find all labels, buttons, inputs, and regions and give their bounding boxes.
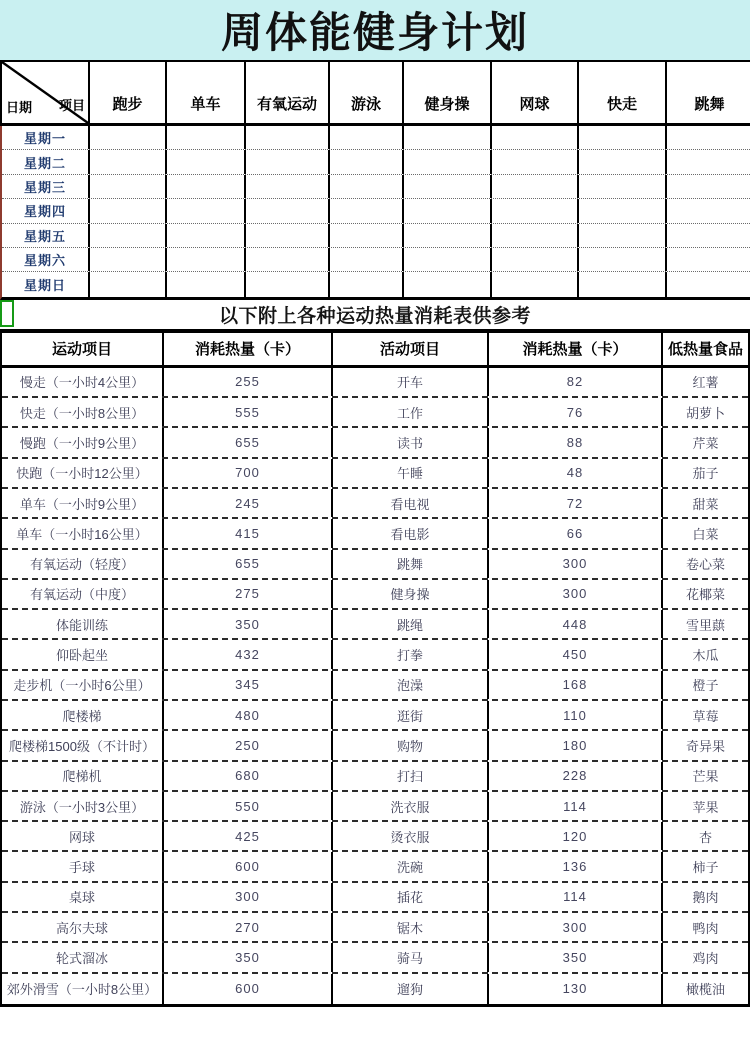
activity-item-cell: 看电影: [333, 519, 489, 547]
activity-calories-cell: 300: [489, 580, 663, 608]
activity-item-cell: 开车: [333, 368, 489, 396]
plan-cell[interactable]: [404, 199, 492, 222]
activity-calories-cell: 180: [489, 731, 663, 759]
exercise-calories-cell: 600: [164, 974, 333, 1004]
exercise-calories-cell: 700: [164, 459, 333, 487]
plan-cell[interactable]: [579, 272, 667, 296]
activity-calories-cell: 88: [489, 428, 663, 456]
ref-column-header: 运动项目: [2, 333, 164, 365]
plan-cell[interactable]: [167, 126, 246, 149]
low-calorie-food-cell: 奇异果: [685, 738, 725, 754]
weekly-day-row: [2, 248, 750, 272]
activity-item-cell: 洗衣服: [333, 792, 489, 820]
plan-cell[interactable]: [330, 150, 404, 173]
exercise-calories-cell: 425: [164, 822, 333, 850]
activity-calories-cell: 448: [489, 610, 663, 638]
weekly-column-header: 单车: [167, 62, 246, 123]
exercise-item-cell: 有氧运动（轻度）: [2, 550, 164, 578]
weekly-column-header: 快走: [579, 62, 667, 123]
activity-calories-cell: 450: [489, 640, 663, 668]
plan-cell[interactable]: [492, 248, 579, 271]
activity-calories-cell: 48: [489, 459, 663, 487]
plan-cell[interactable]: [579, 224, 667, 247]
plan-cell[interactable]: [90, 272, 167, 296]
table-row: [2, 580, 748, 610]
sheet-title: 周体能健身计划: [0, 0, 750, 60]
activity-calories-cell: 350: [489, 943, 663, 971]
exercise-item-cell: 高尔夫球: [2, 913, 164, 941]
reference-body: [2, 368, 748, 1004]
activity-calories-cell: 82: [489, 368, 663, 396]
plan-cell[interactable]: [492, 272, 579, 296]
corner-date-label: 日期: [6, 100, 33, 115]
ref-column-header: 活动项目: [333, 333, 489, 365]
table-row: [2, 913, 748, 943]
plan-cell[interactable]: [90, 175, 167, 198]
day-label-cell: [2, 224, 90, 247]
plan-cell[interactable]: [167, 272, 246, 296]
activity-calories-cell: 120: [489, 822, 663, 850]
plan-cell[interactable]: [667, 272, 750, 296]
weekly-column-header: 网球: [492, 62, 579, 123]
plan-cell[interactable]: [246, 150, 330, 173]
plan-cell[interactable]: [579, 248, 667, 271]
exercise-item-cell: 慢跑（一小时9公里）: [2, 428, 164, 456]
corner-item-label: 项目: [58, 98, 85, 113]
activity-item-cell: 泡澡: [333, 671, 489, 699]
plan-cell[interactable]: [90, 224, 167, 247]
table-row: [2, 550, 748, 580]
low-calorie-food-cell: 橄榄油: [685, 982, 725, 998]
activity-item-cell: 读书: [333, 428, 489, 456]
exercise-calories-cell: 255: [164, 368, 333, 396]
exercise-item-cell: 游泳（一小时3公里）: [2, 792, 164, 820]
exercise-calories-cell: 350: [164, 943, 333, 971]
exercise-item-cell: 爬楼梯1500级（不计时）: [2, 731, 164, 759]
plan-cell[interactable]: [246, 272, 330, 296]
low-calorie-food-cell: 鸭肉: [692, 920, 719, 936]
table-row: [2, 974, 748, 1004]
plan-cell[interactable]: [246, 248, 330, 271]
plan-cell[interactable]: [330, 224, 404, 247]
low-calorie-food-cell: 胡萝卜: [685, 405, 725, 421]
table-row: [2, 762, 748, 792]
low-calorie-food-cell: 甜菜: [692, 496, 719, 512]
plan-cell[interactable]: [167, 199, 246, 222]
exercise-item-cell: 网球: [2, 822, 164, 850]
exercise-item-cell: 单车（一小时16公里）: [2, 519, 164, 547]
plan-cell[interactable]: [167, 248, 246, 271]
date-item-corner-cell: [2, 62, 90, 123]
weekly-column-header: 跑步: [90, 62, 167, 123]
plan-cell[interactable]: [667, 126, 750, 149]
low-calorie-food-cell: 花椰菜: [685, 587, 725, 603]
exercise-item-cell: 快走（一小时8公里）: [2, 398, 164, 426]
table-row: [2, 792, 748, 822]
exercise-item-cell: 爬楼梯: [2, 701, 164, 729]
low-calorie-food-cell: 雪里蕻: [685, 617, 725, 633]
low-calorie-food-cell: 卷心菜: [685, 557, 725, 573]
exercise-calories-cell: 275: [164, 580, 333, 608]
activity-calories-cell: 136: [489, 852, 663, 880]
exercise-calories-cell: 655: [164, 550, 333, 578]
day-label-cell: [2, 175, 90, 198]
table-row: [2, 731, 748, 761]
activity-calories-cell: 300: [489, 550, 663, 578]
table-row: [2, 610, 748, 640]
day-label: 星期一: [23, 131, 66, 147]
exercise-calories-cell: 270: [164, 913, 333, 941]
table-row: [2, 943, 748, 973]
day-label: 星期三: [23, 179, 66, 195]
plan-cell[interactable]: [579, 199, 667, 222]
plan-cell[interactable]: [167, 175, 246, 198]
activity-item-cell: 插花: [333, 883, 489, 911]
exercise-item-cell: 快跑（一小时12公里）: [2, 459, 164, 487]
exercise-calories-cell: 555: [164, 398, 333, 426]
plan-cell[interactable]: [330, 126, 404, 149]
ref-column-header: 消耗热量（卡）: [164, 333, 333, 365]
plan-cell[interactable]: [579, 175, 667, 198]
weekly-header-row: [0, 60, 750, 126]
exercise-item-cell: 爬梯机: [2, 762, 164, 790]
plan-cell[interactable]: [90, 199, 167, 222]
low-calorie-food-cell: 杏: [698, 829, 712, 845]
exercise-calories-cell: 480: [164, 701, 333, 729]
exercise-calories-cell: 415: [164, 519, 333, 547]
table-row: [2, 822, 748, 852]
exercise-calories-cell: 680: [164, 762, 333, 790]
plan-cell[interactable]: [330, 175, 404, 198]
activity-item-cell: 烫衣服: [333, 822, 489, 850]
plan-cell[interactable]: [90, 126, 167, 149]
table-row: [2, 519, 748, 549]
plan-cell[interactable]: [492, 199, 579, 222]
plan-cell[interactable]: [246, 224, 330, 247]
exercise-item-cell: 单车（一小时9公里）: [2, 489, 164, 517]
plan-cell[interactable]: [246, 199, 330, 222]
day-label-cell: [2, 272, 90, 296]
activity-item-cell: 骑马: [333, 943, 489, 971]
low-calorie-food-cell: 鸡肉: [692, 951, 719, 967]
day-label: 星期四: [23, 204, 66, 220]
table-row: [2, 368, 748, 398]
calorie-reference-table: [0, 331, 750, 1007]
table-row: [2, 852, 748, 882]
activity-item-cell: 遛狗: [333, 974, 489, 1004]
low-calorie-food-cell: 白菜: [692, 526, 719, 542]
day-label-cell: [2, 199, 90, 222]
plan-cell[interactable]: [579, 150, 667, 173]
activity-calories-cell: 110: [489, 701, 663, 729]
ref-column-header: 消耗热量（卡）: [489, 333, 663, 365]
exercise-item-cell: 郊外滑雪（一小时8公里）: [2, 974, 164, 1004]
table-row: [2, 883, 748, 913]
weekly-day-row: [2, 272, 750, 296]
plan-cell[interactable]: [246, 175, 330, 198]
exercise-calories-cell: 600: [164, 852, 333, 880]
plan-cell[interactable]: [167, 224, 246, 247]
plan-cell[interactable]: [404, 126, 492, 149]
plan-cell[interactable]: [492, 126, 579, 149]
plan-cell[interactable]: [667, 224, 750, 247]
plan-cell[interactable]: [404, 272, 492, 296]
activity-item-cell: 看电视: [333, 489, 489, 517]
exercise-calories-cell: 655: [164, 428, 333, 456]
day-label-cell: [2, 150, 90, 173]
low-calorie-food-cell: 芒果: [692, 769, 719, 785]
weekly-body: [0, 126, 750, 300]
reference-note-row: [0, 300, 750, 331]
weekly-day-row: [2, 150, 750, 174]
exercise-calories-cell: 432: [164, 640, 333, 668]
table-row: [2, 671, 748, 701]
exercise-item-cell: 手球: [2, 852, 164, 880]
weekly-plan-table: [0, 60, 750, 300]
activity-calories-cell: 114: [489, 792, 663, 820]
exercise-calories-cell: 245: [164, 489, 333, 517]
activity-item-cell: 逛街: [333, 701, 489, 729]
activity-item-cell: 购物: [333, 731, 489, 759]
activity-calories-cell: 114: [489, 883, 663, 911]
activity-calories-cell: 168: [489, 671, 663, 699]
low-calorie-food-cell: 木瓜: [692, 648, 719, 664]
table-row: [2, 428, 748, 458]
activity-item-cell: 打扫: [333, 762, 489, 790]
weekly-column-header: 健身操: [404, 62, 492, 123]
exercise-item-cell: 桌球: [2, 883, 164, 911]
plan-cell[interactable]: [167, 150, 246, 173]
low-calorie-food-cell: 红薯: [692, 375, 719, 391]
exercise-item-cell: 有氧运动（中度）: [2, 580, 164, 608]
activity-calories-cell: 76: [489, 398, 663, 426]
day-label-cell: [2, 126, 90, 149]
low-calorie-food-cell: 橙子: [692, 678, 719, 694]
plan-cell[interactable]: [667, 199, 750, 222]
reference-header-row: [2, 331, 748, 368]
plan-cell[interactable]: [330, 199, 404, 222]
day-label: 星期日: [23, 278, 66, 294]
exercise-item-cell: 走步机（一小时6公里）: [2, 671, 164, 699]
exercise-calories-cell: 350: [164, 610, 333, 638]
activity-item-cell: 午睡: [333, 459, 489, 487]
low-calorie-food-cell: 鹅肉: [692, 890, 719, 906]
activity-calories-cell: 228: [489, 762, 663, 790]
exercise-item-cell: 体能训练: [2, 610, 164, 638]
plan-cell[interactable]: [404, 150, 492, 173]
exercise-calories-cell: 300: [164, 883, 333, 911]
weekly-day-row: [2, 224, 750, 248]
exercise-item-cell: 慢走（一小时4公里）: [2, 368, 164, 396]
activity-item-cell: 工作: [333, 398, 489, 426]
plan-cell[interactable]: [246, 126, 330, 149]
plan-cell[interactable]: [90, 248, 167, 271]
low-calorie-food-cell: 苹果: [692, 799, 719, 815]
plan-cell[interactable]: [404, 224, 492, 247]
weekly-day-row: [2, 126, 750, 150]
plan-cell[interactable]: [90, 150, 167, 173]
weekly-day-row: [2, 175, 750, 199]
activity-item-cell: 跳绳: [333, 610, 489, 638]
table-row: [2, 640, 748, 670]
plan-cell[interactable]: [404, 175, 492, 198]
plan-cell[interactable]: [492, 150, 579, 173]
plan-cell[interactable]: [667, 150, 750, 173]
low-calorie-food-cell: 草莓: [692, 708, 719, 724]
plan-cell[interactable]: [667, 248, 750, 271]
selection-marker: [0, 300, 14, 327]
exercise-item-cell: 仰卧起坐: [2, 640, 164, 668]
plan-cell[interactable]: [330, 272, 404, 296]
table-row: [2, 398, 748, 428]
table-row: [2, 459, 748, 489]
activity-calories-cell: 72: [489, 489, 663, 517]
exercise-calories-cell: 250: [164, 731, 333, 759]
exercise-calories-cell: 345: [164, 671, 333, 699]
plan-cell[interactable]: [579, 126, 667, 149]
activity-calories-cell: 300: [489, 913, 663, 941]
activity-item-cell: 跳舞: [333, 550, 489, 578]
table-row: [2, 489, 748, 519]
plan-cell[interactable]: [492, 224, 579, 247]
low-calorie-food-cell: 柿子: [692, 860, 719, 876]
low-calorie-food-cell: 茄子: [692, 466, 719, 482]
day-label-cell: [2, 248, 90, 271]
activity-item-cell: 打拳: [333, 640, 489, 668]
day-label: 星期五: [23, 228, 66, 244]
table-row: [2, 701, 748, 731]
reference-note: 以下附上各种运动热量消耗表供参考: [218, 305, 531, 327]
activity-item-cell: 锯木: [333, 913, 489, 941]
low-calorie-food-cell: 芹菜: [692, 435, 719, 451]
plan-cell[interactable]: [404, 248, 492, 271]
activity-item-cell: 健身操: [333, 580, 489, 608]
weekly-column-header: 有氧运动: [246, 62, 330, 123]
weekly-column-header: 跳舞: [694, 96, 725, 113]
exercise-item-cell: 轮式溜冰: [2, 943, 164, 971]
weekly-day-row: [2, 199, 750, 223]
plan-cell[interactable]: [330, 248, 404, 271]
ref-column-header: 低热量食品: [667, 341, 743, 359]
plan-cell[interactable]: [492, 175, 579, 198]
exercise-calories-cell: 550: [164, 792, 333, 820]
activity-calories-cell: 66: [489, 519, 663, 547]
activity-calories-cell: 130: [489, 974, 663, 1004]
day-label: 星期六: [23, 253, 66, 269]
day-label: 星期二: [23, 155, 66, 171]
weekly-column-header: 游泳: [330, 62, 404, 123]
activity-item-cell: 洗碗: [333, 852, 489, 880]
plan-cell[interactable]: [667, 175, 750, 198]
